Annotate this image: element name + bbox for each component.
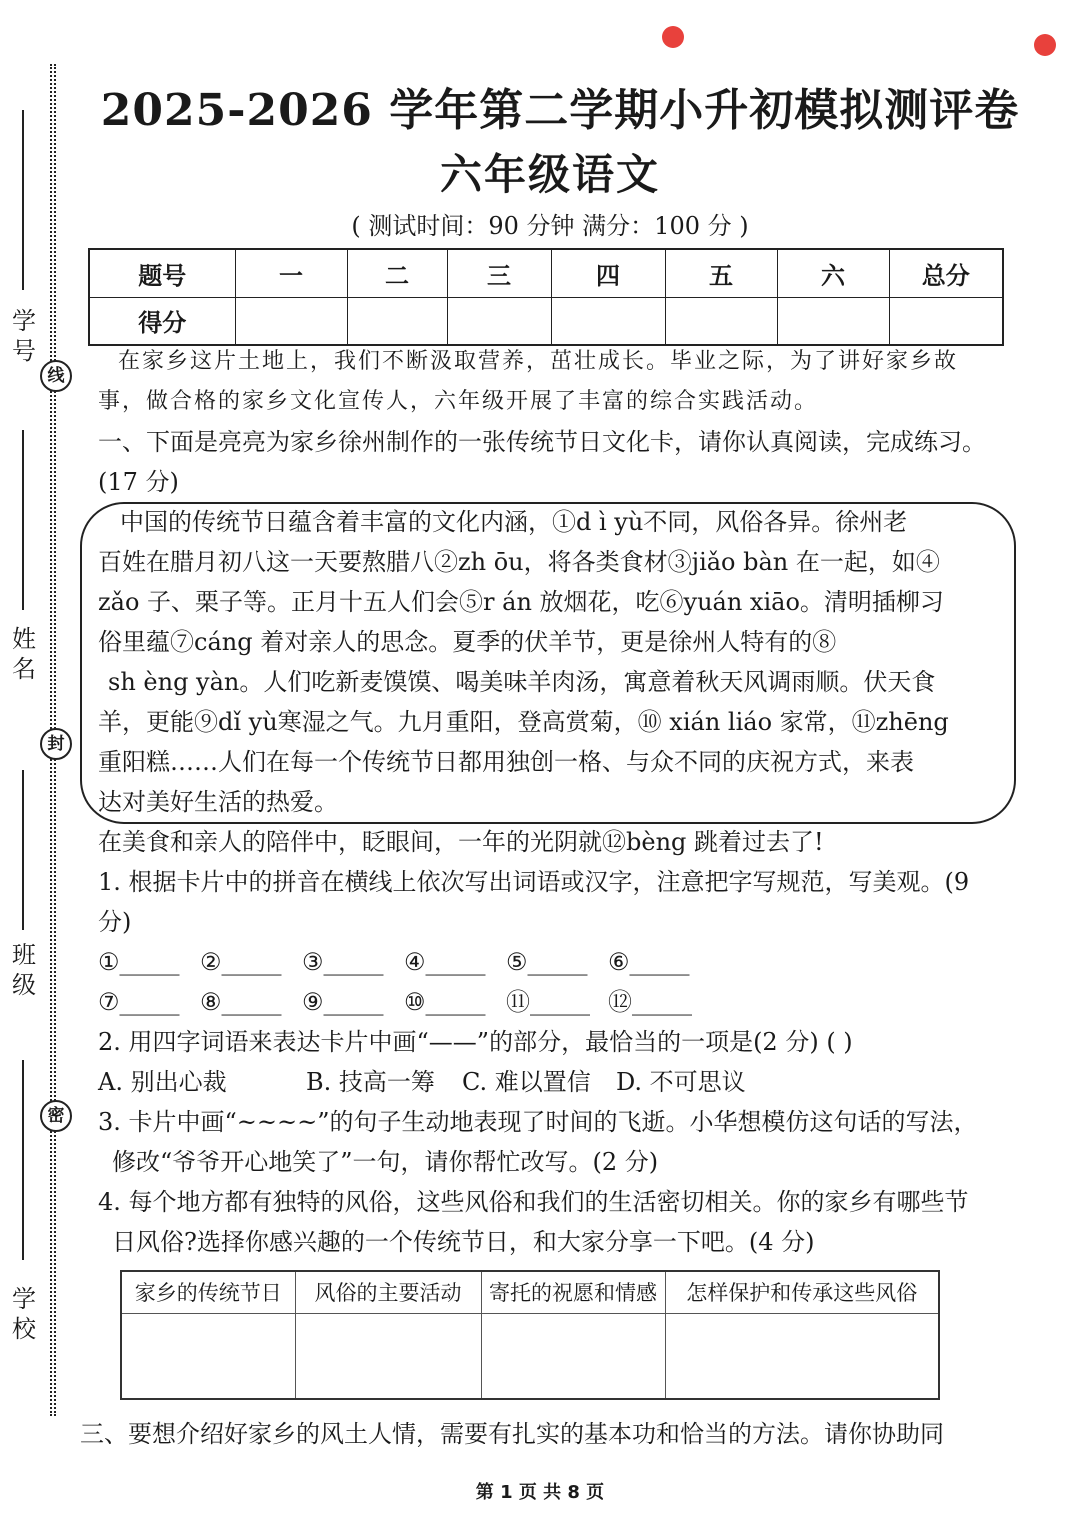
question-4: 日风俗?选择你感兴趣的一个传统节日，和大家分享一下吧。(4 分) (112, 1228, 815, 1256)
question-3: 修改“爷爷开心地笑了”一句，请你帮忙改写。(2 分) (112, 1148, 659, 1176)
answer-blanks-row (98, 982, 710, 1022)
answer-blank[interactable]: ⑥_____ (608, 948, 690, 976)
exam-info: ( 测试时间：90 分钟 满分：100 分 ) (351, 212, 749, 240)
score-header-cell: 一 (235, 249, 347, 297)
answer-blank[interactable]: ⑤_____ (506, 948, 588, 976)
festival-header-cell: 怎样保护和传承这些风俗 (665, 1271, 939, 1313)
option-b[interactable]: B. 技高一筹 (306, 1068, 435, 1096)
answer-blanks-row (98, 942, 710, 982)
score-header-cell: 二 (347, 249, 447, 297)
seal-mark-xian: 线 (40, 360, 72, 392)
card-line: 羊，更能⑨dǐ yù寒湿之气。九月重阳，登高赏菊，⑩ xián liáo 家常，⑪zhēng (98, 708, 949, 736)
festival-header-cell: 寄托的祝愿和情感 (481, 1271, 665, 1313)
field-underline (22, 430, 24, 610)
answer-blank[interactable]: ⑨_____ (302, 988, 384, 1016)
answer-blank[interactable]: ③_____ (302, 948, 384, 976)
section-one-heading: (17 分) (98, 468, 179, 496)
exam-title: 2025-2026 学年第二学期小升初模拟测评卷 (100, 85, 1020, 136)
seal-mark-feng: 封 (40, 728, 72, 760)
card-line: 俗里蕴⑦cáng 着对亲人的思念。夏季的伏羊节，更是徐州人特有的⑧ (98, 628, 837, 656)
field-label-class: 班级 (12, 941, 36, 999)
festival-header-cell: 家乡的传统节日 (121, 1271, 295, 1313)
card-line: 百姓在腊月初八这一天要熬腊八②zh ōu，将各类食材③jiǎo bàn 在一起，如④ (98, 548, 940, 576)
festival-answer-cell[interactable] (295, 1313, 481, 1399)
score-cell[interactable] (347, 297, 447, 345)
score-table-score-row (89, 297, 1003, 345)
option-a[interactable]: A. 别出心裁 (98, 1068, 227, 1096)
answer-blank[interactable]: ④_____ (404, 948, 486, 976)
answer-blank[interactable]: ⑪_____ (506, 988, 590, 1016)
answer-blank[interactable]: ①_____ (98, 948, 180, 976)
card-line: 达对美好生活的热爱。 (98, 788, 338, 816)
score-row-label: 得分 (89, 297, 235, 345)
card-line: sh èng yàn。人们吃新麦馍馍、喝美味羊肉汤，寓意着秋天风调雨顺。伏天食 (108, 668, 936, 696)
red-pin-dot (662, 26, 684, 48)
card-line: 中国的传统节日蕴含着丰富的文化内涵，①d ì yù不同，风俗各异。徐州老 (120, 508, 908, 536)
answer-blank[interactable]: ②_____ (200, 948, 282, 976)
score-header-cell: 总分 (889, 249, 1003, 297)
seal-mark-mi: 密 (40, 1100, 72, 1132)
score-cell[interactable] (777, 297, 889, 345)
question-1: 分) (98, 908, 132, 936)
festival-header-cell: 风俗的主要活动 (295, 1271, 481, 1313)
score-header-cell: 六 (777, 249, 889, 297)
option-d[interactable]: D. 不可思议 (616, 1068, 746, 1096)
question-4: 4. 每个地方都有独特的风俗，这些风俗和我们的生活密切相关。你的家乡有哪些节 (98, 1188, 969, 1216)
festival-table-answer-row (121, 1313, 939, 1399)
page-number: 第 1 页 共 8 页 (475, 1482, 605, 1503)
field-underline (22, 770, 24, 930)
field-label-student-id: 学号 (12, 307, 36, 365)
score-cell[interactable] (551, 297, 665, 345)
score-header-cell: 题号 (89, 249, 235, 297)
section-three-heading: 三、要想介绍好家乡的风土人情，需要有扎实的基本功和恰当的方法。请你协助同 (80, 1420, 944, 1448)
question-2: 2. 用四字词语来表达卡片中画“——”的部分，最恰当的一项是(2 分) ( ) (98, 1028, 853, 1056)
festival-table-header-row (121, 1271, 939, 1313)
score-cell[interactable] (665, 297, 777, 345)
card-line: 在美食和亲人的陪伴中，眨眼间，一年的光阴就⑫bèng 跳着过去了! (98, 828, 824, 856)
score-table (88, 248, 1004, 346)
score-header-cell: 四 (551, 249, 665, 297)
festival-answer-cell[interactable] (665, 1313, 939, 1399)
answer-blank[interactable]: ⑧_____ (200, 988, 282, 1016)
section-one-heading: 一、下面是亮亮为家乡徐州制作的一张传统节日文化卡，请你认真阅读，完成练习。 (98, 428, 986, 456)
score-header-cell: 三 (447, 249, 551, 297)
score-table-header-row (89, 249, 1003, 297)
red-pin-dot (1034, 34, 1056, 56)
field-label-name: 姓名 (12, 625, 36, 683)
score-cell[interactable] (889, 297, 1003, 345)
answer-blank[interactable]: ⑦_____ (98, 988, 180, 1016)
answer-blank[interactable]: ⑫_____ (608, 988, 692, 1016)
score-cell[interactable] (235, 297, 347, 345)
question-1: 1. 根据卡片中的拼音在横线上依次写出词语或汉字，注意把字写规范，写美观。(9 (98, 868, 970, 896)
answer-blank[interactable]: ⑩_____ (404, 988, 486, 1016)
card-line: 重阳糕……人们在每一个传统节日都用独创一格、与众不同的庆祝方式，来表 (98, 748, 914, 776)
question-3: 3. 卡片中画“~~~~”的句子生动地表现了时间的飞逝。小华想模仿这句话的写法， (98, 1108, 978, 1136)
festival-answer-cell[interactable] (121, 1313, 295, 1399)
festival-table (120, 1270, 940, 1400)
exam-subject: 六年级语文 (439, 150, 660, 199)
card-line: zǎo 子、栗子等。正月十五人们会⑤r án 放烟花，吃⑥yuán xiāo。清明插柳习 (98, 588, 944, 616)
score-cell[interactable] (447, 297, 551, 345)
field-underline (22, 1060, 24, 1260)
field-label-school: 学校 (12, 1285, 36, 1343)
festival-answer-cell[interactable] (481, 1313, 665, 1399)
option-c[interactable]: C. 难以置信 (462, 1068, 591, 1096)
field-underline (22, 110, 24, 290)
intro-line: 在家乡这片土地上，我们不断汲取营养，茁壮成长。毕业之际，为了讲好家乡故 (118, 349, 959, 374)
score-header-cell: 五 (665, 249, 777, 297)
intro-line: 事，做合格的家乡文化宣传人，六年级开展了丰富的综合实践活动。 (98, 389, 819, 414)
